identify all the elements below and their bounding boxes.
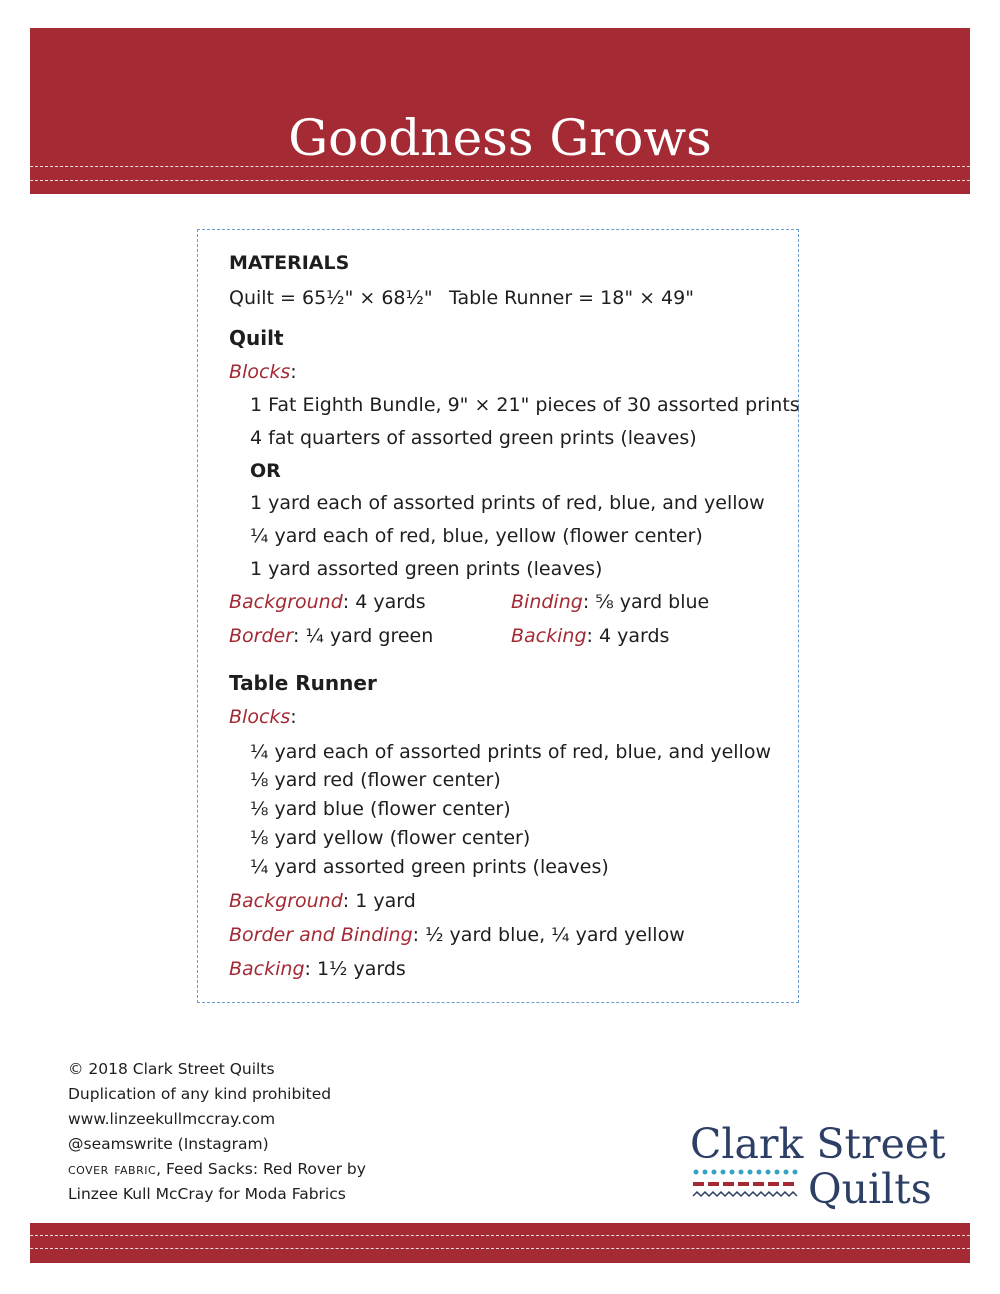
runner-backing <box>229 958 406 980</box>
stitch-line <box>30 1235 970 1236</box>
list-item: ¼ yard each of red, blue, yellow (flower center) <box>250 525 703 547</box>
list-item: ⅛ yard red (flower center) <box>250 769 501 791</box>
runner-backing-value: : 1½ yards <box>304 958 406 980</box>
list-item: ¼ yard assorted green prints (leaves) <box>250 856 609 878</box>
stitch-line <box>30 166 970 167</box>
list-item: 1 yard each of assorted prints of red, blue, and yellow <box>250 492 765 514</box>
or-separator: OR <box>250 460 281 482</box>
runner-backing-label: Backing <box>229 958 305 980</box>
runner-background-value: : 1 yard <box>342 890 416 912</box>
page-title: Goodness Grows <box>288 109 712 167</box>
copyright-text: © 2018 Clark Street Quilts <box>68 1060 275 1078</box>
header-banner <box>30 28 970 194</box>
quilt-border-label: Border <box>229 625 294 647</box>
quilt-backing <box>511 625 669 647</box>
runner-border-binding <box>229 924 685 946</box>
quilt-backing-label: Backing <box>511 625 587 647</box>
materials-heading: MATERIALS <box>229 252 350 274</box>
cover-fabric-credit <box>68 1160 366 1178</box>
logo-line-1: Clark Street <box>690 1120 946 1168</box>
stitch-line <box>30 1248 970 1249</box>
runner-blocks-label: Blocks <box>229 706 291 728</box>
instagram-handle[interactable]: @seamswrite (Instagram) <box>68 1135 269 1153</box>
quilt-heading: Quilt <box>229 326 284 350</box>
cover-fabric-text: , Feed Sacks: Red Rover by <box>156 1160 366 1178</box>
quilt-blocks-label: Blocks <box>229 361 291 383</box>
stitch-line <box>30 180 970 181</box>
quilt-background <box>229 591 426 613</box>
list-item: ⅛ yard blue (flower center) <box>250 798 511 820</box>
quilt-binding-label: Binding <box>511 591 583 613</box>
runner-size: Table Runner = 18" × 49" <box>449 287 694 309</box>
logo-stitch-icon <box>692 1168 804 1202</box>
runner-background-label: Background <box>229 890 343 912</box>
logo-line-2: Quilts <box>808 1165 932 1213</box>
runner-border-binding-label: Border and Binding <box>229 924 413 946</box>
logo-dash-row <box>693 1182 794 1186</box>
quilt-binding <box>511 591 709 613</box>
quilt-background-value: : 4 yards <box>342 591 426 613</box>
list-item: 1 yard assorted green prints (leaves) <box>250 558 603 580</box>
list-item: 4 fat quarters of assorted green prints (leaves) <box>250 427 697 449</box>
quilt-border <box>229 625 433 647</box>
runner-background <box>229 890 416 912</box>
cover-fabric-label: cover fabric <box>68 1160 157 1178</box>
runner-heading: Table Runner <box>229 671 377 695</box>
list-item: 1 Fat Eighth Bundle, 9" × 21" pieces of 30 assorted prints <box>250 394 800 416</box>
quilt-blocks-row: Blocks: <box>229 361 297 383</box>
quilt-border-value: : ¼ yard green <box>293 625 434 647</box>
duplication-notice: Duplication of any kind prohibited <box>68 1085 332 1103</box>
cover-fabric-credit-2: Linzee Kull McCray for Moda Fabrics <box>68 1185 346 1203</box>
quilt-size: Quilt = 65½" × 68½" <box>229 287 433 309</box>
quilt-binding-value: : ⅝ yard blue <box>582 591 710 613</box>
logo-zigzag-row <box>693 1192 797 1196</box>
logo-dot-row <box>694 1170 798 1175</box>
list-item: ¼ yard each of assorted prints of red, blue, and yellow <box>250 741 771 763</box>
footer-banner <box>30 1223 970 1263</box>
quilt-backing-value: : 4 yards <box>586 625 670 647</box>
website-link[interactable]: www.linzeekullmccray.com <box>68 1110 276 1128</box>
runner-blocks-row: Blocks: <box>229 706 297 728</box>
materials-box <box>197 229 799 1003</box>
runner-border-binding-value: : ½ yard blue, ¼ yard yellow <box>412 924 685 946</box>
quilt-background-label: Background <box>229 591 343 613</box>
list-item: ⅛ yard yellow (flower center) <box>250 827 531 849</box>
